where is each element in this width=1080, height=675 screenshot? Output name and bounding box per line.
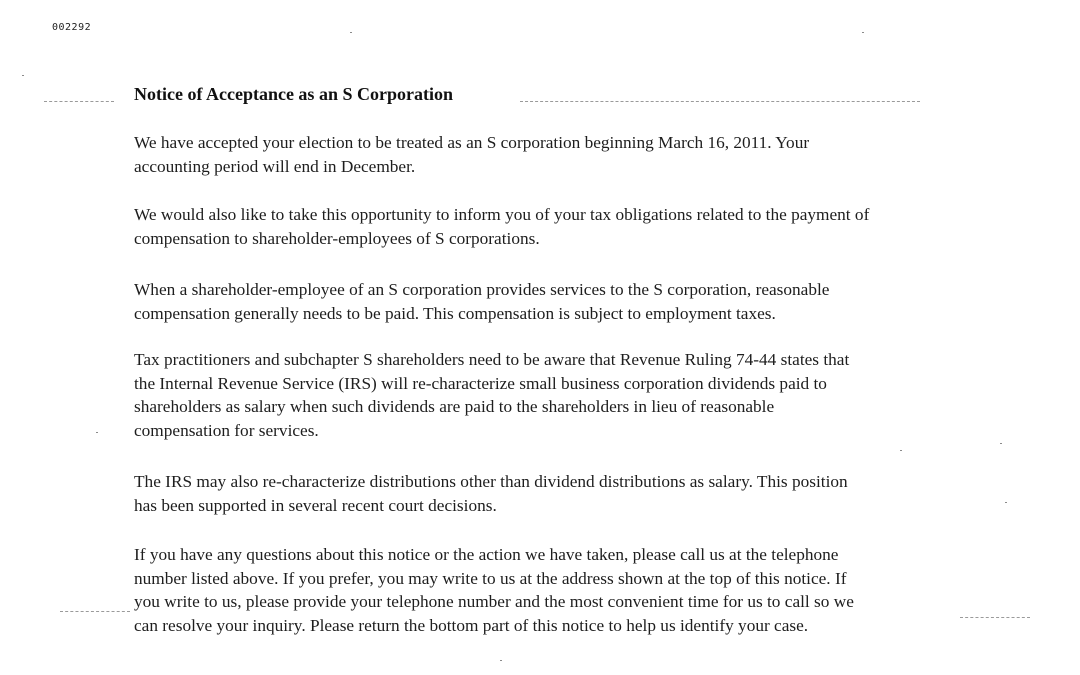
paragraph-line: the Internal Revenue Service (IRS) will re-characterize small business corporation dividends paid to: [134, 373, 827, 393]
scan-speck: [500, 660, 502, 661]
paragraph-line: compensation for services.: [134, 420, 319, 440]
scan-speck: [22, 75, 24, 76]
scan-speck: [900, 450, 902, 451]
scan-speck: [862, 32, 864, 33]
paragraph-line: shareholders as salary when such dividends are paid to the shareholders in lieu of reasonable: [134, 397, 775, 416]
scan-dash-line: [60, 611, 130, 612]
paragraph-line: If you have any questions about this notice or the action we have taken, please call us at the telephone: [134, 545, 839, 564]
scan-speck: [350, 32, 352, 33]
paragraph-line: has been supported in several recent court decisions.: [134, 495, 497, 515]
paragraph-line: compensation generally needs to be paid. This compensation is subject to employment taxes.: [134, 303, 776, 323]
paragraph-distributions: [134, 470, 1034, 517]
document-number: 002292: [52, 22, 92, 33]
paragraph-contact-info: [134, 543, 1034, 637]
scan-speck: [1000, 443, 1002, 444]
paragraph-election-accepted: [134, 131, 1034, 178]
scan-speck: [96, 432, 98, 433]
paragraph-line: We have accepted your election to be treated as an S corporation beginning March 16, 2011. Your: [134, 133, 810, 152]
paragraph-line: Tax practitioners and subchapter S shareholders need to be aware that Revenue Ruling 74-44 states that: [134, 350, 850, 369]
paragraph-line: can resolve your inquiry. Please return the bottom part of this notice to help us identify your case.: [134, 615, 809, 635]
paragraph-line: The IRS may also re-characterize distributions other than dividend distributions as salary. This position: [134, 472, 848, 491]
notice-title: Notice of Acceptance as an S Corporation: [134, 84, 453, 104]
paragraph-line: accounting period will end in December.: [134, 156, 416, 176]
paragraph-reasonable-compensation: [134, 278, 1034, 325]
paragraph-line: you write to us, please provide your telephone number and the most convenient time for us to call so we: [134, 592, 854, 611]
scan-dash-line: [520, 101, 920, 102]
scan-dash-line: [44, 101, 114, 102]
paragraph-tax-obligations: [134, 203, 1034, 250]
paragraph-revenue-ruling: [134, 348, 1034, 442]
paragraph-line: We would also like to take this opportunity to inform you of your tax obligations related to the payment of: [134, 205, 870, 224]
paragraph-line: When a shareholder-employee of an S corporation provides services to the S corporation, reasonable: [134, 280, 830, 299]
paragraph-line: number listed above. If you prefer, you may write to us at the address shown at the top of this notice. If: [134, 568, 847, 588]
paragraph-line: compensation to shareholder-employees of S corporations.: [134, 228, 540, 248]
